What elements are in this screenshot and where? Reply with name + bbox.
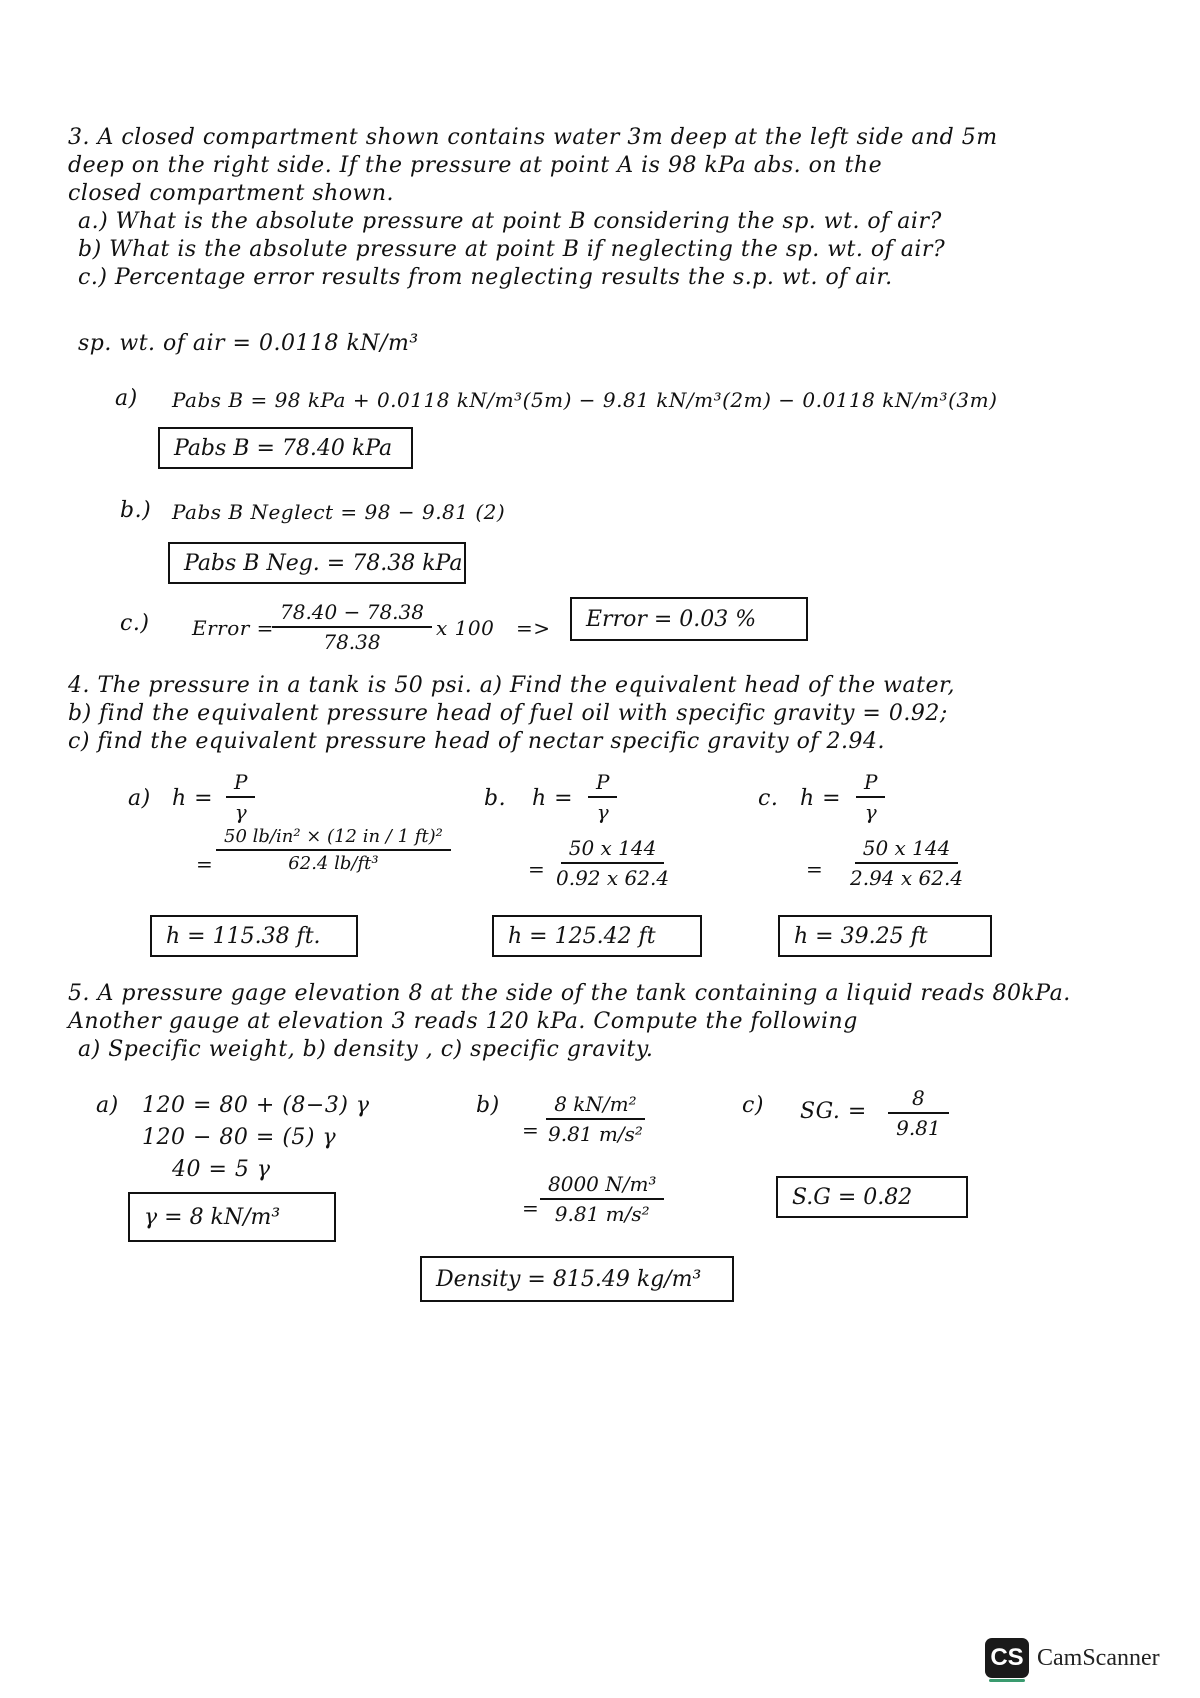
- camscanner-logo-icon: CS: [985, 1638, 1029, 1678]
- answer-box-4c: [778, 915, 992, 957]
- answer-5a: γ = 8 kN/m³: [144, 1204, 281, 1230]
- part-4a-numerator: 50 lb/in² × (12 in / 1 ft)²: [216, 826, 451, 851]
- answer-box-5a: [128, 1192, 336, 1242]
- answer-box-3a: [158, 427, 413, 469]
- part-5b-denominator-1: 9.81 m/s²: [548, 1122, 643, 1146]
- part-4a-label: a): [128, 786, 151, 811]
- problem-3-line-4: a.) What is the absolute pressure at point B considering the sp. wt. of air?: [78, 209, 942, 234]
- gamma-symbol: γ: [596, 800, 609, 824]
- part-4b-h: h =: [532, 786, 574, 811]
- part-5b-eq-2: =: [522, 1196, 540, 1220]
- part-4c-label: c.: [758, 786, 779, 811]
- answer-3c: Error = 0.03 %: [586, 606, 757, 632]
- part-4b-numerator: 50 x 144: [561, 836, 665, 864]
- part-5b-eq-1: =: [522, 1118, 540, 1142]
- gamma-symbol: γ: [864, 800, 877, 824]
- answer-4b: h = 125.42 ft: [508, 923, 656, 949]
- answer-5b: Density = 815.49 kg/m³: [436, 1266, 702, 1292]
- part-4a-h: h =: [172, 786, 214, 811]
- answer-box-3c: [570, 597, 808, 641]
- part-a-label: a): [115, 386, 138, 411]
- part-4c-eq: =: [806, 857, 824, 881]
- answer-3b: Pabs B Neg. = 78.38 kPa: [184, 550, 463, 576]
- part-4b-denominator: 0.92 x 62.4: [556, 866, 670, 890]
- answer-3a: Pabs B = 78.40 kPa: [174, 435, 393, 461]
- part-a-work: Pabs B = 98 kPa + 0.0118 kN/m³(5m) − 9.81 kN/m³(2m) − 0.0118 kN/m³(3m): [172, 388, 998, 412]
- part-b-work: Pabs B Neglect = 98 − 9.81 (2): [172, 500, 506, 524]
- error-numerator: 78.40 − 78.38: [272, 600, 432, 628]
- part-5b-label: b): [476, 1093, 500, 1118]
- part-4a-eq: =: [196, 852, 214, 876]
- answer-box-5c: [776, 1176, 968, 1218]
- part-5c-fraction: [888, 1086, 949, 1140]
- part-5b-fraction-1: [540, 1092, 651, 1146]
- answer-4c: h = 39.25 ft: [794, 923, 928, 949]
- part-4b-fraction: [548, 836, 677, 890]
- part-5c-sg: SG. =: [800, 1099, 867, 1124]
- pressure-symbol: P: [226, 770, 255, 798]
- part-4c-h: h =: [800, 786, 842, 811]
- problem-5-line-2: Another gauge at elevation 3 reads 120 kPa. Compute the following: [68, 1009, 858, 1034]
- part-5c-numerator: 8: [888, 1086, 949, 1114]
- part-4a-denominator: 62.4 lb/ft³: [288, 853, 379, 874]
- pressure-symbol: P: [588, 770, 617, 798]
- given-air-weight: sp. wt. of air = 0.0118 kN/m³: [78, 331, 419, 356]
- answer-4a: h = 115.38 ft.: [166, 923, 321, 949]
- problem-4-line-3: c) find the equivalent pressure head of nectar specific gravity of 2.94.: [68, 729, 885, 754]
- part-4c-denominator: 2.94 x 62.4: [850, 866, 964, 890]
- times-100: x 100: [436, 616, 495, 640]
- answer-box-4b: [492, 915, 702, 957]
- part-b-label: b.): [120, 498, 152, 523]
- part-4a-p-over-gamma: [226, 770, 255, 824]
- part-5b-numerator-2: 8000 N/m³: [540, 1172, 664, 1200]
- camscanner-watermark: [985, 1638, 1160, 1678]
- part-4b-eq: =: [528, 857, 546, 881]
- answer-box-4a: [150, 915, 358, 957]
- problem-5-line-1: 5. A pressure gage elevation 8 at the side of the tank containing a liquid reads 80kPa.: [68, 981, 1071, 1006]
- part-5b-fraction-2: [540, 1172, 664, 1226]
- part-5c-label: c): [742, 1093, 764, 1118]
- part-4a-fraction: [216, 826, 451, 874]
- error-label: Error =: [192, 616, 274, 640]
- part-5b-denominator-2: 9.81 m/s²: [554, 1202, 650, 1226]
- part-5a-line-2: 120 − 80 = (5) γ: [142, 1125, 337, 1150]
- problem-5-line-3: a) Specific weight, b) density , c) specific gravity.: [78, 1037, 654, 1062]
- problem-3-line-1: 3. A closed compartment shown contains water 3m deep at the left side and 5m: [68, 125, 998, 150]
- part-5a-line-3: 40 = 5 γ: [172, 1157, 271, 1182]
- answer-box-5b: [420, 1256, 734, 1302]
- problem-4-line-2: b) find the equivalent pressure head of fuel oil with specific gravity = 0.92;: [68, 701, 948, 726]
- part-5b-numerator-1: 8 kN/m²: [546, 1092, 644, 1120]
- pressure-symbol: P: [856, 770, 885, 798]
- part-5a-line-1: 120 = 80 + (8−3) γ: [142, 1093, 370, 1118]
- problem-3-line-5: b) What is the absolute pressure at point B if neglecting the sp. wt. of air?: [78, 237, 946, 262]
- part-4b-label: b.: [484, 786, 507, 811]
- answer-5c: S.G = 0.82: [792, 1184, 913, 1210]
- problem-3-line-6: c.) Percentage error results from neglecting results the s.p. wt. of air.: [78, 265, 893, 290]
- problem-4-line-1: 4. The pressure in a tank is 50 psi. a) Find the equivalent head of the water,: [68, 673, 956, 698]
- gamma-symbol: γ: [234, 800, 247, 824]
- error-denominator: 78.38: [323, 630, 381, 654]
- answer-box-3b: [168, 542, 466, 584]
- part-5a-label: a): [96, 1093, 119, 1118]
- camscanner-logo-text: CamScanner: [1037, 1644, 1160, 1671]
- problem-3-line-2: deep on the right side. If the pressure at point A is 98 kPa abs. on the: [68, 153, 883, 178]
- part-5c-denominator: 9.81: [896, 1116, 941, 1140]
- part-4b-p-over-gamma: [588, 770, 617, 824]
- part-c-label: c.): [120, 611, 150, 636]
- part-4c-numerator: 50 x 144: [855, 836, 959, 864]
- problem-3-line-3: closed compartment shown.: [68, 181, 395, 206]
- error-fraction: [272, 600, 432, 654]
- part-4c-p-over-gamma: [856, 770, 885, 824]
- part-4c-fraction: [842, 836, 971, 890]
- implies-arrow: =>: [516, 616, 551, 640]
